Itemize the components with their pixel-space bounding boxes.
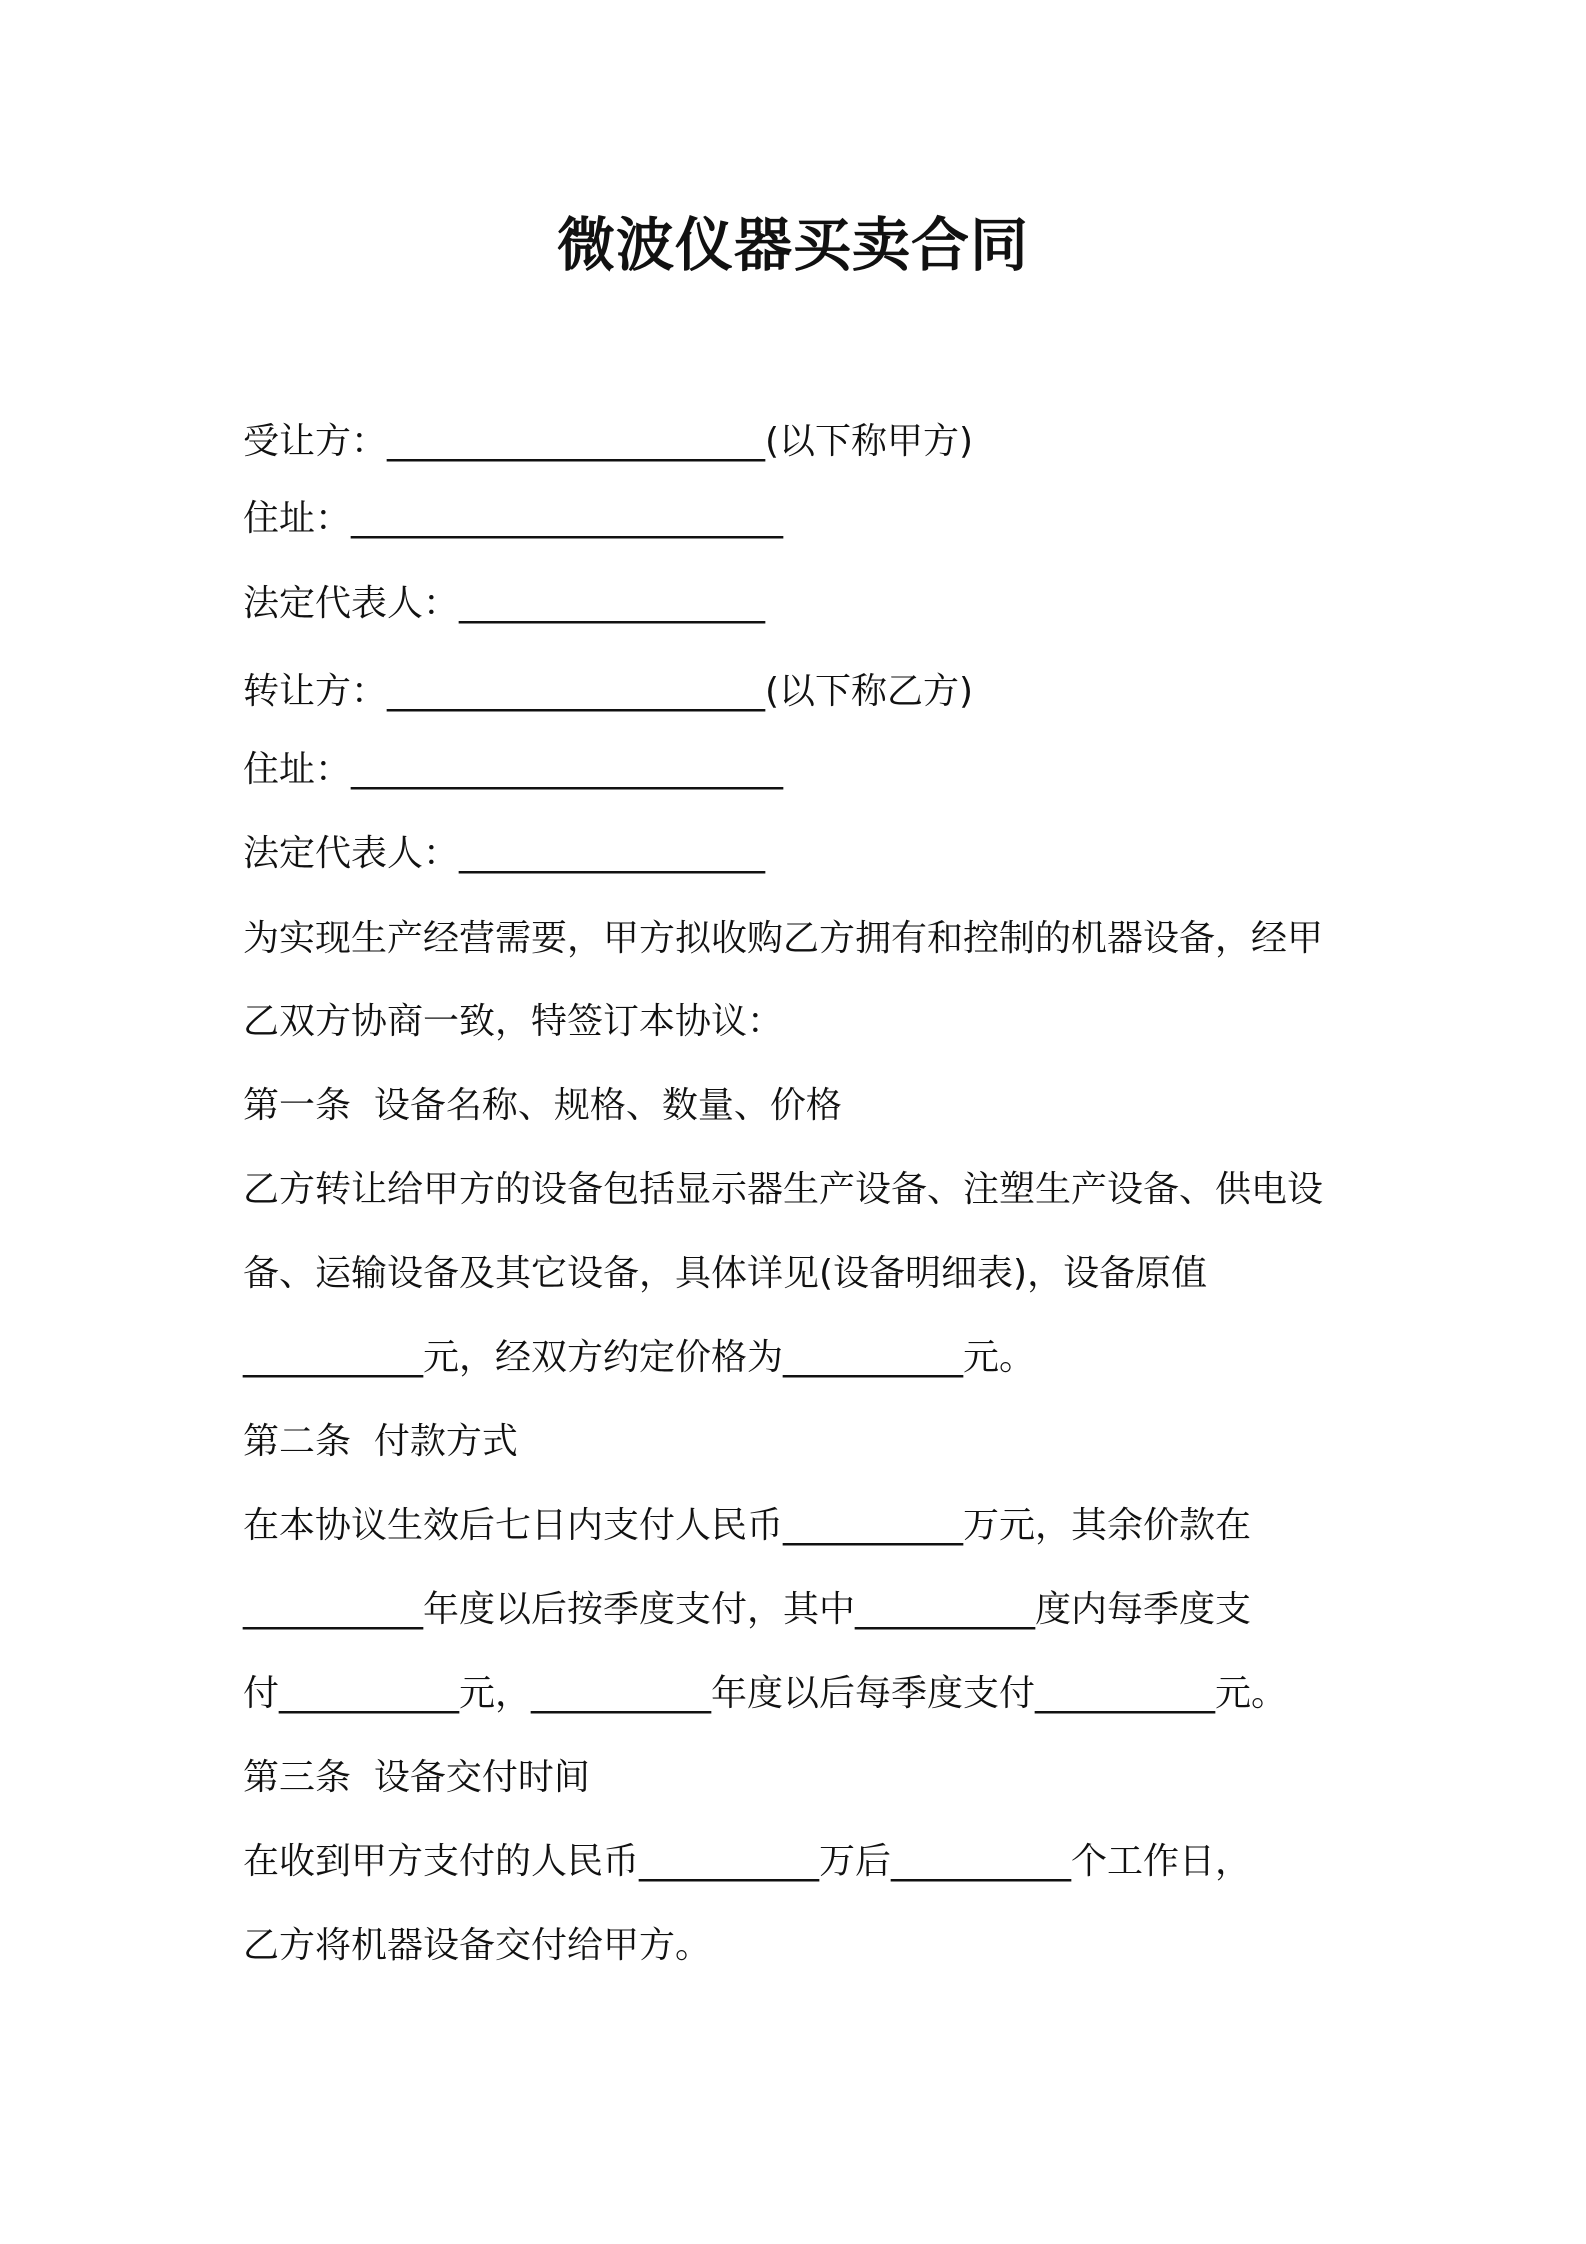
transferee-legal-rep-line: 法定代表人：_________________ bbox=[243, 583, 766, 624]
transferee-address-line: 住址：________________________ bbox=[243, 498, 784, 539]
article-3-line-1: 在收到甲方支付的人民币__________万后__________个工作日， bbox=[243, 1841, 1252, 1882]
article-2-line-3: 付__________元，__________年度以后每季度支付__________元。 bbox=[243, 1673, 1288, 1714]
preamble-line-2: 乙双方协商一致，特签订本协议： bbox=[243, 1001, 784, 1042]
preamble-line-1: 为实现生产经营需要，甲方拟收购乙方拥有和控制的机器设备，经甲 bbox=[243, 918, 1324, 959]
transferee-line: 受让方：_____________________(以下称甲方) bbox=[243, 421, 974, 462]
article-2-line-2: __________年度以后按季度支付，其中__________度内每季度支 bbox=[243, 1589, 1252, 1630]
article-1-heading: 第一条 设备名称、规格、数量、价格 bbox=[243, 1085, 842, 1126]
document-title: 微波仪器买卖合同 bbox=[556, 211, 1029, 279]
transferor-legal-rep-line: 法定代表人：_________________ bbox=[243, 833, 766, 874]
article-3-heading: 第三条 设备交付时间 bbox=[243, 1757, 590, 1798]
article-1-line-2: 备、运输设备及其它设备，具体详见(设备明细表)，设备原值 bbox=[243, 1253, 1208, 1294]
article-3-line-2: 乙方将机器设备交付给甲方。 bbox=[243, 1925, 712, 1966]
article-2-line-1: 在本协议生效后七日内支付人民币__________万元，其余价款在 bbox=[243, 1505, 1252, 1546]
article-1-line-3: __________元，经双方约定价格为__________元。 bbox=[243, 1337, 1036, 1378]
transferor-address-line: 住址：________________________ bbox=[243, 749, 784, 790]
article-1-line-1: 乙方转让给甲方的设备包括显示器生产设备、注塑生产设备、供电设 bbox=[243, 1169, 1324, 1210]
article-2-heading: 第二条 付款方式 bbox=[243, 1421, 518, 1462]
transferor-line: 转让方：_____________________(以下称乙方) bbox=[243, 671, 974, 712]
